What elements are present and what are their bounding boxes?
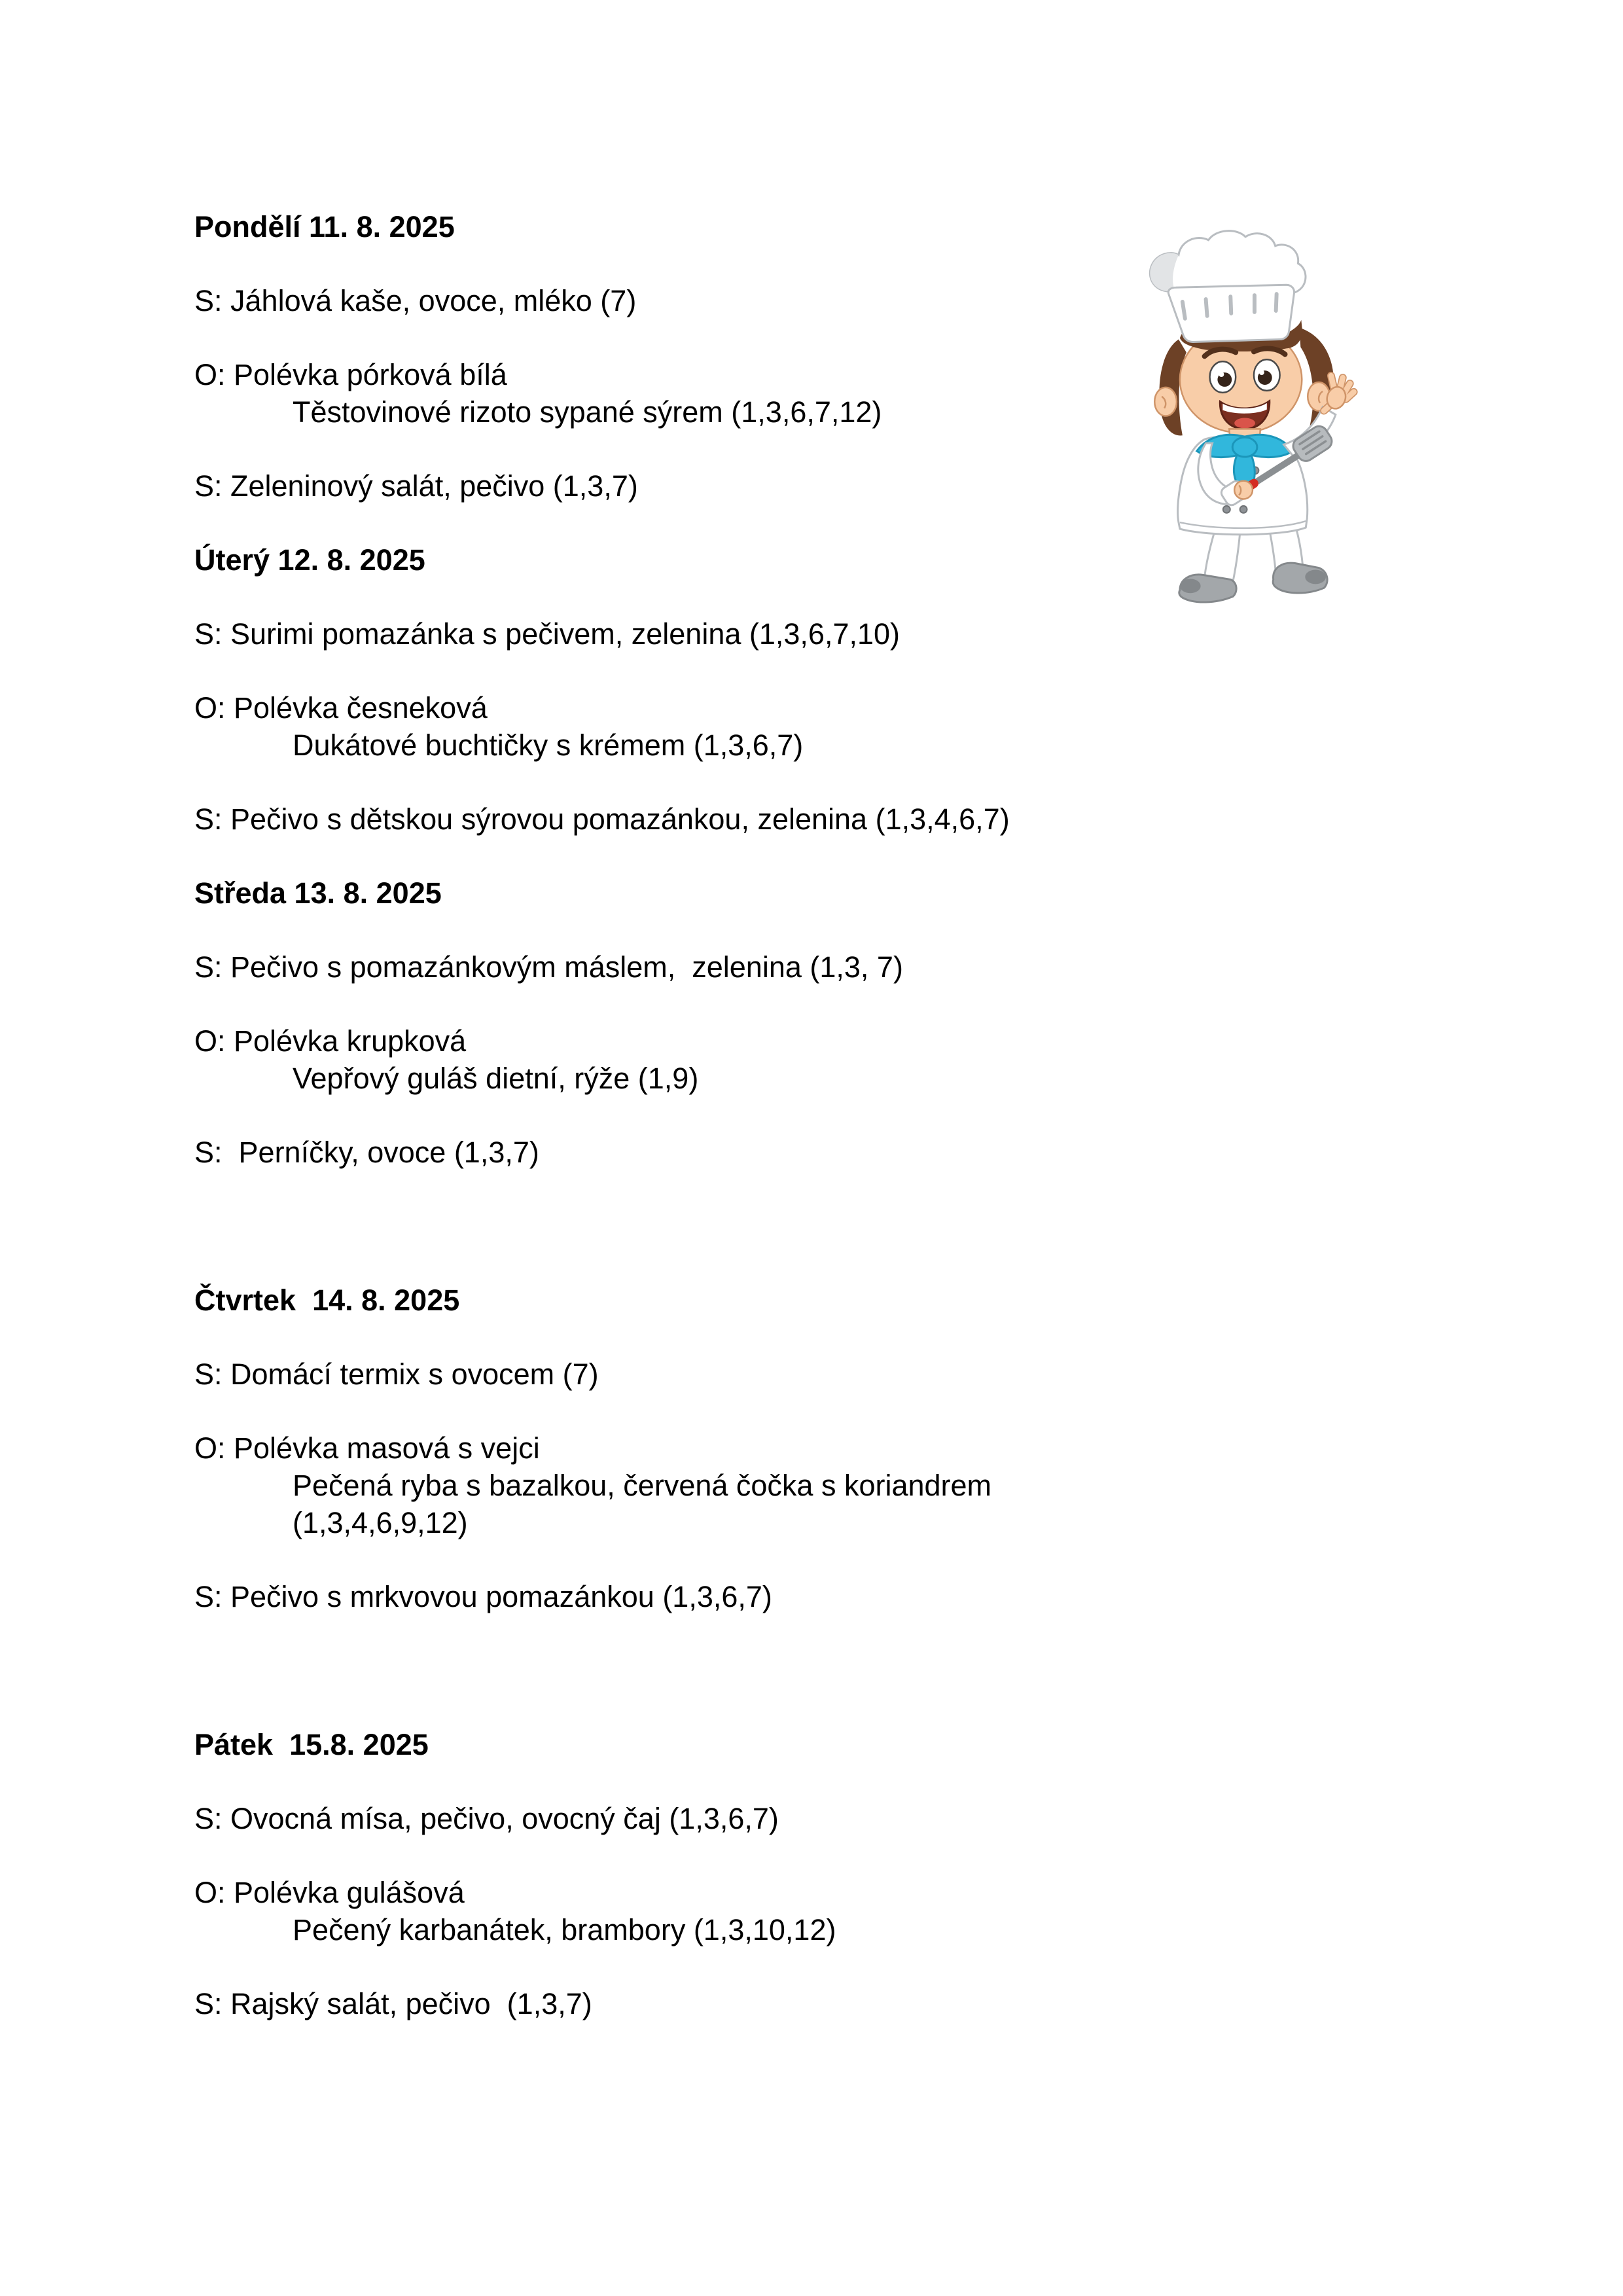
day-block-friday (194, 1726, 1150, 2022)
lunch-main: Dukátové buchtičky s krémem (1,3,6,7) (293, 728, 804, 762)
chef-shoes (1179, 563, 1327, 602)
lunch-line (194, 1429, 1150, 1541)
day-heading: Čtvrtek 14. 8. 2025 (194, 1283, 460, 1317)
lunch-line (194, 356, 1150, 431)
chef-illustration-svg (1139, 226, 1361, 612)
day-block-wednesday (194, 874, 1150, 1171)
blank-line-spacer (194, 1652, 1150, 1726)
day-block-tuesday (194, 541, 1150, 838)
afternoon-snack-line: S: Zeleninový salát, pečivo (1,3,7) (194, 469, 638, 503)
lunch-line (194, 689, 1150, 764)
afternoon-snack-line: S: Pečivo s mrkvovou pomazánkou (1,3,6,7) (194, 1580, 772, 1613)
lunch-soup: O: Polévka masová s vejci (194, 1431, 540, 1465)
holding-fist (1234, 481, 1253, 499)
lunch-soup: O: Polévka česneková (194, 691, 488, 725)
lunch-soup: O: Polévka pórková bílá (194, 358, 507, 391)
lunch-soup: O: Polévka gulášová (194, 1876, 465, 1909)
lunch-main: Těstovinové rizoto sypané sýrem (1,3,6,7,12) (293, 395, 882, 429)
menu-week (194, 208, 1150, 2059)
lunch-main: Pečená ryba s bazalkou, červená čočka s koriandrem (1,3,4,6,9,12) (293, 1469, 1000, 1539)
lunch-line (194, 1874, 1150, 1948)
morning-snack-line: S: Surimi pomazánka s pečivem, zelenina (1,3,6,7,10) (194, 617, 901, 651)
afternoon-snack-line: S: Pečivo s dětskou sýrovou pomazánkou, zelenina (1,3,4,6,7) (194, 802, 1010, 836)
morning-snack-line: S: Jáhlová kaše, ovoce, mléko (7) (194, 284, 637, 317)
afternoon-snack-line: S: Perníčky, ovoce (1,3,7) (194, 1136, 539, 1169)
afternoon-snack-line: S: Rajský salát, pečivo (1,3,7) (194, 1987, 592, 2020)
chef-illustration (1139, 226, 1361, 612)
blank-line-spacer (194, 1208, 1150, 1282)
lunch-main: Vepřový guláš dietní, rýže (1,9) (293, 1062, 699, 1095)
day-block-monday (194, 208, 1150, 505)
morning-snack-line: S: Ovocná mísa, pečivo, ovocný čaj (1,3,6,7) (194, 1802, 779, 1835)
lunch-soup: O: Polévka krupková (194, 1024, 467, 1058)
chef-hat (1150, 231, 1306, 342)
lunch-line (194, 1022, 1150, 1097)
lunch-main: Pečený karbanátek, brambory (1,3,10,12) (293, 1913, 836, 1946)
morning-snack-line: S: Domácí termix s ovocem (7) (194, 1357, 599, 1391)
day-heading: Pátek 15.8. 2025 (194, 1728, 429, 1761)
morning-snack-line: S: Pečivo s pomazánkovým máslem, zelenina (1,3, 7) (194, 950, 903, 984)
day-block-thursday (194, 1282, 1150, 1615)
day-heading: Úterý 12. 8. 2025 (194, 543, 425, 577)
day-heading: Středa 13. 8. 2025 (194, 876, 442, 910)
day-heading: Pondělí 11. 8. 2025 (194, 210, 455, 243)
